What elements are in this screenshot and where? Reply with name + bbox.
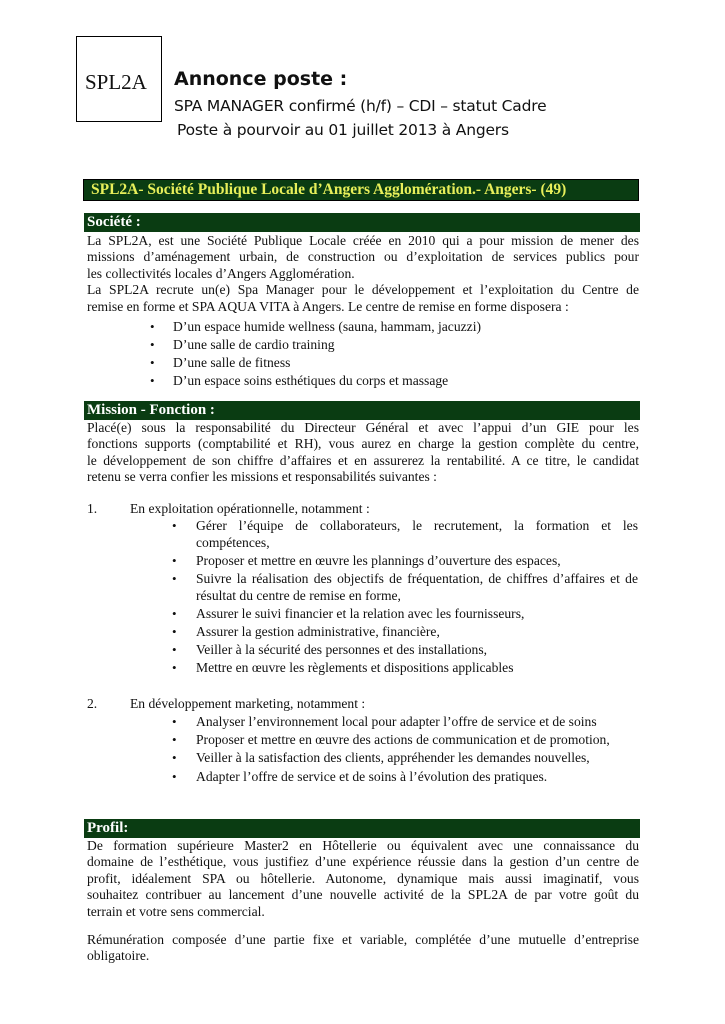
text-line: souhaitez contribuer au lancement d’une nouvelle activité de la SPL2A de par votre goût du (87, 887, 639, 903)
list-item: • Proposer et mettre en œuvre les plannings d’ouverture des espaces, (172, 553, 638, 570)
list-item: • D’un espace soins esthétiques du corps et massage (150, 372, 481, 390)
logo-box (76, 36, 162, 122)
text-line: De formation supérieure Master2 en Hôtellerie ou équivalent avec une connaissance du (87, 838, 639, 853)
text-line: Placé(e) sous la responsabilité du Directeur Général et avec l’appui d’un GIE pour les (87, 420, 639, 435)
text-line: Rémunération composée d’une partie fixe et variable, complétée d’une mutuelle d’entreprise (87, 932, 639, 947)
section-heading-societe: Société : (84, 213, 640, 232)
list-item: • D’un espace humide wellness (sauna, hammam, jacuzzi) (150, 318, 481, 336)
list-item: • Proposer et mettre en œuvre des actions de communication et de promotion, (172, 732, 638, 749)
list-item: • Suivre la réalisation des objectifs de fréquentation, de chiffres d’affaires et de résultat du centre de remise en forme, (172, 571, 638, 604)
text-line: La SPL2A recrute un(e) Spa Manager pour le développement et l’exploitation du Centre de (87, 282, 639, 298)
item-title: En exploitation opérationnelle, notamment : (130, 501, 370, 516)
profil-paragraph-1 (87, 838, 639, 920)
list-item: • Assurer la gestion administrative, financière, (172, 624, 638, 641)
section-heading-mission: Mission - Fonction : (84, 401, 640, 420)
list-item: • Adapter l’offre de service et de soins à l’évolution des pratiques. (172, 769, 638, 786)
list-item: • Veiller à la sécurité des personnes et des installations, (172, 642, 638, 659)
text-line: remise en forme et SPA AQUA VITA à Angers. Le centre de remise en forme disposera : (87, 298, 569, 314)
text-line: obligatoire. (87, 948, 150, 964)
section-heading-profil: Profil: (84, 819, 640, 838)
item-number: 1. (87, 501, 98, 516)
marketing-list (172, 714, 638, 787)
list-item: • Gérer l’équipe de collaborateurs, le recrutement, la formation et les compétences, (172, 518, 638, 551)
text-line: fonctions supports (comptabilité et RH), vous aurez en charge la gestion complète du centre, (87, 436, 639, 452)
text-line: profit, idéalement SPA ou hôtellerie. Autonome, dynamique mais aussi imaginatif, vous (87, 870, 639, 886)
list-item: • Analyser l’environnement local pour adapter l’offre de service et de soins (172, 714, 638, 731)
text-line: les collectivités locales d’Angers Agglomération. (87, 265, 355, 281)
item-number: 2. (87, 696, 98, 711)
text-line: terrain et votre sens commercial. (87, 903, 265, 919)
list-item: • Mettre en œuvre les règlements et dispositions applicables (172, 660, 638, 677)
profil-paragraph-2 (87, 932, 639, 965)
page-title: Annonce poste : (174, 68, 348, 90)
job-title-line: SPA MANAGER confirmé (h/f) – CDI – statut Cadre (174, 97, 547, 115)
societe-paragraph-1 (87, 233, 639, 315)
list-item: • D’une salle de fitness (150, 354, 481, 372)
text-line: domaine de l’esthétique, vous justifiez d’une expérience réussie dans la gestion d’un centre de (87, 854, 639, 870)
list-item: • Assurer le suivi financier et la relation avec les fournisseurs, (172, 606, 638, 623)
logo-text: SPL2A (85, 70, 147, 94)
text-line: retenu se verra confier les missions et responsabilités suivantes : (87, 469, 437, 485)
text-line: le développement de son chiffre d’affaires et en assurerez la rentabilité. A ce titre, le candidat (87, 452, 639, 468)
company-banner: SPL2A- Société Publique Locale d’Angers Agglomération.- Angers- (49) (83, 179, 639, 201)
mission-paragraph (87, 420, 639, 486)
item-title: En développement marketing, notamment : (130, 696, 366, 711)
text-line: La SPL2A, est une Société Publique Locale créée en 2010 qui a pour mission de mener des (87, 233, 639, 248)
list-item: • Veiller à la satisfaction des clients, appréhender les demandes nouvelles, (172, 750, 638, 767)
operations-list (172, 518, 638, 679)
start-date-line: Poste à pourvoir au 01 juillet 2013 à Angers (177, 121, 509, 139)
text-line: missions d’aménagement urbain, de construction ou d’exploitation de services publics pour (87, 249, 639, 265)
facilities-list (150, 318, 481, 390)
list-item: • D’une salle de cardio training (150, 336, 481, 354)
